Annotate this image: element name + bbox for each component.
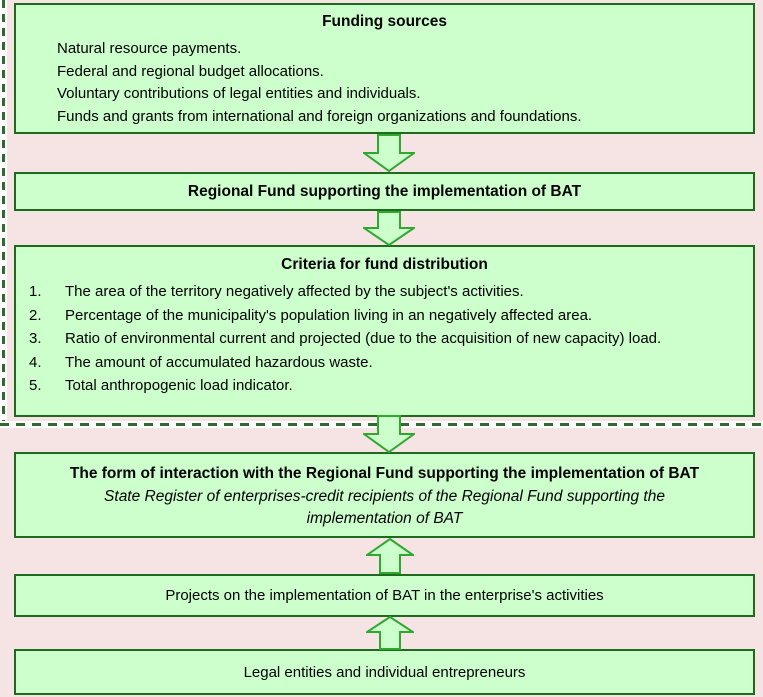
regional-fund-box bbox=[14, 172, 755, 211]
criteria-title: Criteria for fund distribution bbox=[281, 256, 488, 273]
criteria-box bbox=[14, 245, 755, 417]
criteria-item-text: The amount of accumulated hazardous waste. bbox=[65, 353, 373, 371]
interaction-form-subtitle: State Register of enterprises-credit recipients of the Regional Fund supporting the implementation of BAT bbox=[104, 488, 665, 527]
interaction-form-title: The form of interaction with the Regional Fund supporting the implementation of BAT bbox=[69, 465, 700, 482]
funding-sources-title: Funding sources bbox=[322, 13, 447, 30]
criteria-item-text: Total anthropogenic load indicator. bbox=[65, 377, 293, 394]
up-arrow-icon bbox=[366, 538, 414, 574]
criteria-item-number: 5. bbox=[29, 377, 42, 394]
projects-title: Projects on the implementation of BAT in the enterprise's activities bbox=[165, 587, 604, 604]
legal-entities-box bbox=[14, 649, 755, 695]
criteria-item-number: 3. bbox=[29, 330, 42, 347]
criteria-item bbox=[16, 374, 753, 398]
criteria-item-number: 2. bbox=[29, 306, 42, 324]
down-arrow-icon bbox=[363, 134, 415, 172]
projects-box bbox=[14, 574, 755, 617]
funding-sources-box bbox=[14, 3, 755, 134]
dashed-boundary-vertical bbox=[0, 0, 7, 428]
regional-fund-title: Regional Fund supporting the implementation of BAT bbox=[187, 182, 582, 200]
criteria-item-text: Percentage of the municipality's population living in an negatively affected area. bbox=[65, 306, 593, 324]
criteria-item-text: Ratio of environmental current and projected (due to the acquisition of new capacity) load. bbox=[65, 330, 662, 347]
funding-source-item: Voluntary contributions of legal entities and individuals. bbox=[57, 85, 421, 102]
legal-entities-title: Legal entities and individual entrepreneurs bbox=[243, 663, 526, 681]
funding-source-item: Federal and regional budget allocations. bbox=[57, 62, 324, 80]
criteria-item-number: 4. bbox=[29, 353, 42, 371]
down-arrow-icon bbox=[363, 415, 415, 453]
funding-source-item: Natural resource payments. bbox=[57, 40, 242, 57]
dashed-boundary-vertical-line bbox=[2, 0, 5, 428]
criteria-item bbox=[16, 280, 753, 304]
criteria-item bbox=[16, 351, 753, 375]
criteria-item bbox=[16, 304, 753, 328]
up-arrow-icon bbox=[366, 616, 414, 650]
criteria-item bbox=[16, 327, 753, 351]
funding-source-item: Funds and grants from international and foreign organizations and foundations. bbox=[57, 107, 582, 125]
criteria-item-number: 1. bbox=[29, 283, 42, 300]
down-arrow-icon bbox=[363, 211, 415, 246]
interaction-form-box bbox=[14, 452, 755, 538]
criteria-item-text: The area of the territory negatively affected by the subject's activities. bbox=[65, 283, 524, 300]
